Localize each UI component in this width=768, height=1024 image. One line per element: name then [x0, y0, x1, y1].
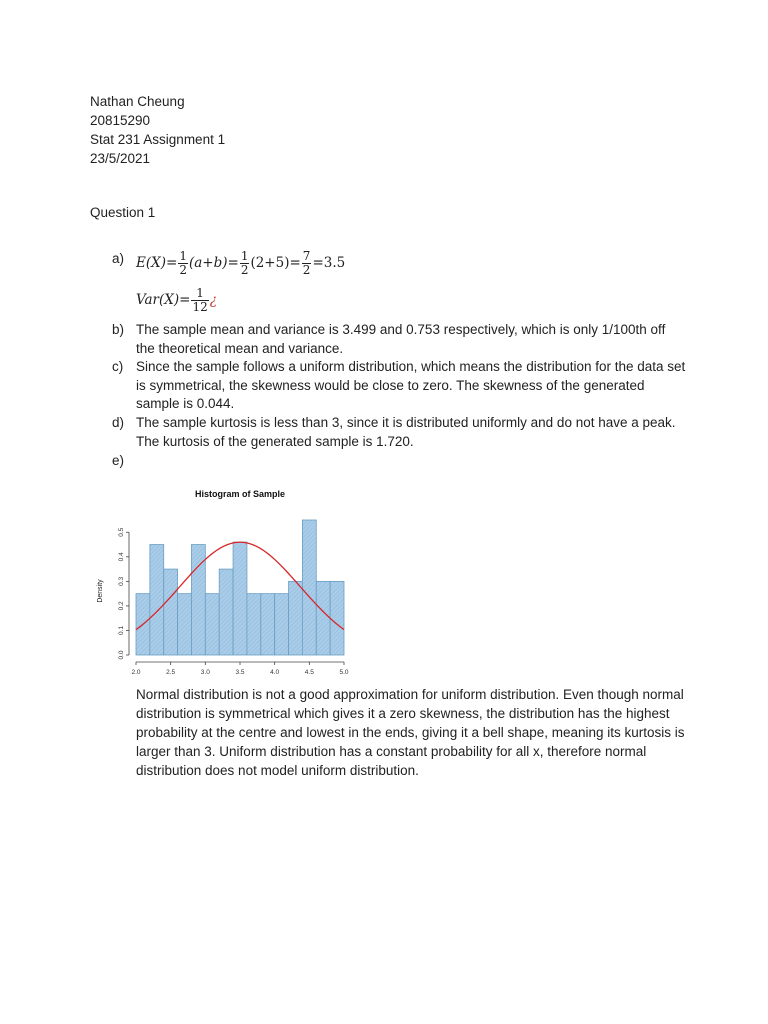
- expectation-result: =3.5: [312, 255, 346, 271]
- answer-c: [112, 358, 687, 414]
- fraction-seven-halves: $\frac{7}{2}$: [302, 249, 311, 277]
- date: 23/5/2021: [90, 151, 151, 166]
- expectation-formula: [136, 250, 687, 277]
- histogram-bar: [205, 594, 219, 655]
- y-tick-label: 0.3: [118, 576, 125, 586]
- answer-b-label: b): [112, 322, 125, 337]
- x-tick-label: 2.0: [131, 669, 141, 676]
- expectation-ab: (a+b)=: [188, 255, 239, 271]
- variance-lhs: Var(X)=: [136, 292, 191, 308]
- fraction-half: $\frac{1}{2}$: [179, 249, 187, 277]
- y-tick-label: 0.4: [118, 552, 125, 562]
- author-name: Nathan Cheung: [90, 94, 185, 109]
- answer-c-label: c): [112, 359, 124, 374]
- histogram-bar: [261, 594, 275, 655]
- conclusion-text: Normal distribution is not a good approximation for uniform distribution. Even though normal distribution is symmetrical which gives it a zero skewness, the distribution has the highest probability at the centre and lowest in the ends, giving it a bell shape, meaning its kurtosis is larger than 3. Uniform distribution has a constant probability for all x, therefore normal distribution does not model uniform distribution.: [136, 687, 685, 778]
- x-tick-label: 4.0: [270, 669, 280, 676]
- answer-a: [112, 250, 687, 277]
- question-title: Question 1: [90, 205, 156, 220]
- x-tick-label: 5.0: [339, 669, 349, 676]
- x-tick-label: 2.5: [166, 669, 176, 676]
- fraction-one-twelfth: $\frac{1}{12}$: [192, 286, 208, 314]
- y-tick-label: 0.2: [118, 601, 125, 611]
- y-tick-label: 0.0: [118, 650, 125, 660]
- histogram-bar: [178, 594, 192, 655]
- fraction-half-2: $\frac{1}{2}$: [240, 249, 249, 277]
- histogram-bar: [233, 542, 247, 655]
- answer-a-label: a): [112, 251, 125, 266]
- histogram-bar: [330, 581, 344, 655]
- y-tick-label: 0.5: [118, 527, 125, 537]
- histogram-bar: [247, 594, 261, 655]
- x-tick-label: 4.5: [304, 669, 314, 676]
- answer-d: [112, 414, 687, 451]
- histogram-bar: [150, 545, 164, 655]
- x-tick-label: 3.5: [235, 669, 245, 676]
- expectation-values: (2+5)=: [250, 255, 301, 271]
- histogram-chart: [93, 480, 355, 680]
- histogram-bar: [289, 581, 303, 655]
- answer-d-text: The sample kurtosis is less than 3, since it is distributed uniformly and do not have a peak. The kurtosis of the generated sample is 1.720.: [136, 415, 676, 449]
- student-id: 20815290: [90, 113, 151, 128]
- variance-line: [112, 287, 687, 314]
- answer-c-text: Since the sample follows a uniform distribution, which means the distribution for the data set is symmetrical, the skewness would be close to zero. The skewness of the generated sample is 0.044.: [136, 359, 686, 411]
- histogram-bar: [164, 569, 178, 655]
- histogram-bar: [302, 520, 316, 655]
- variance-formula: [136, 287, 687, 314]
- variance-glyph: ¿: [209, 292, 217, 308]
- y-tick-label: 0.1: [118, 625, 125, 635]
- y-axis-label: Density: [97, 579, 104, 603]
- answer-e-label: e): [112, 453, 125, 468]
- histogram-bar: [316, 581, 330, 655]
- answer-b-text: The sample mean and variance is 3.499 and 0.753 respectively, which is only 1/100th off the theoretical mean and variance.: [136, 322, 666, 356]
- histogram-bar: [219, 569, 233, 655]
- answer-d-label: d): [112, 415, 125, 430]
- chart-title: Histogram of Sample: [194, 489, 286, 499]
- x-tick-label: 3.0: [200, 669, 210, 676]
- course-title: Stat 231 Assignment 1: [90, 132, 226, 147]
- answer-b: [112, 321, 687, 358]
- histogram-bar: [275, 594, 289, 655]
- expectation-lhs: E(X)=: [136, 255, 178, 271]
